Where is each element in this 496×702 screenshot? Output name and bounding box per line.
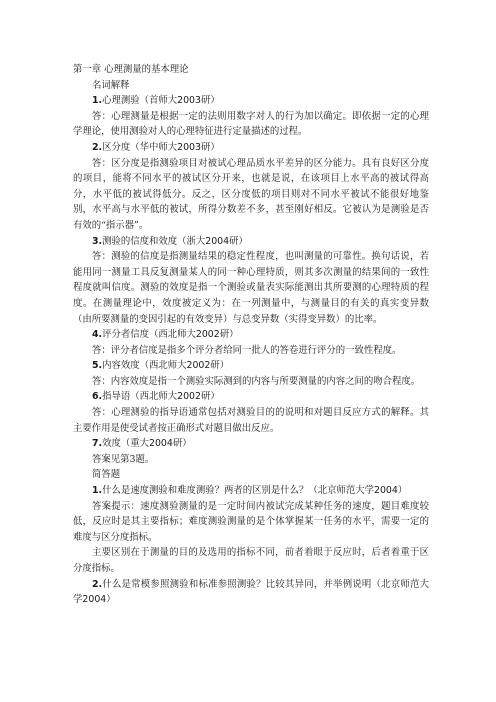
term-heading <box>73 358 429 374</box>
term-title: 内容效度（西北师大 <box>102 360 187 372</box>
term-title: 测验的信度和效度（浙大 <box>102 235 206 247</box>
section-heading-short-answer: 简答题 <box>92 469 121 481</box>
question-heading <box>73 483 429 499</box>
question-text: 什么是速度测验和难度测验？两者的区别是什么？（北京师范大学 <box>102 485 374 497</box>
question-heading <box>73 577 429 608</box>
question-answer-extra: 主要区别在于测量的目的及选用的指标不同，前者着眼于反应时，后者着重于区分度指标。 <box>73 547 429 574</box>
term-number: 1. <box>92 95 103 107</box>
term-year: 2002 <box>195 329 220 341</box>
term-suffix: 研） <box>172 438 192 450</box>
term-answer: 答案见第3题。 <box>92 453 155 465</box>
term-suffix: 研） <box>200 141 220 153</box>
term-number: 2. <box>92 141 103 153</box>
term-title: 区分度（华中师大 <box>102 141 178 153</box>
term-year: 2002 <box>177 391 201 403</box>
term-answer: 答：区分度是指测验项目对被试心理品质水平差异的区分能力。具有良好区分度的项目，能将不同水平的被试区分开来，也就是说，在该项目上水平高的被试得高分，水平低的被试得低分。反之，区分度低的项目则对不同水平被试不能很好地鉴别，水平高与水平低的被试，所得分数差不多，甚至刚好相反。它被认为是测验是否有效的“指示器”。 <box>73 157 429 231</box>
term-title: 评分者信度（西北师大 <box>102 329 196 341</box>
term-answer: 答：心理测量是根据一定的法则用数字对人的行为加以确定。即依据一定的心理学理论，使用测验对人的心理特征进行定量描述的过程。 <box>73 110 429 138</box>
term-suffix: 研） <box>200 95 220 107</box>
question-answer: 答案提示：速度测验测量的是一定时间内被试完成某种任务的速度，题目难度较低，反应时是其主要指标；难度测验测量的是个体掌握某一任务的水平，需要一定的难度与区分度指标。 <box>73 500 429 543</box>
term-answer: 答：内容效度是指一个测验实际测到的内容与所要测量的内容之间的吻合程度。 <box>92 375 421 387</box>
term-number: 5. <box>92 360 103 372</box>
term-heading <box>73 327 429 343</box>
term-number: 7. <box>92 438 103 450</box>
term-year: 2002 <box>186 360 211 372</box>
term-number: 6. <box>92 391 103 403</box>
term-title: 心理测验（首师大 <box>102 95 178 107</box>
term-year: 2004 <box>205 235 230 247</box>
term-number: 3. <box>92 235 103 247</box>
term-suffix: 研） <box>219 329 239 341</box>
term-heading <box>73 389 429 405</box>
term-year: 2004 <box>148 438 173 450</box>
term-suffix: 研） <box>229 235 248 247</box>
term-heading <box>73 436 429 452</box>
chapter-title: 第一章 心理测量的基本理论 <box>73 64 189 75</box>
term-suffix: 研） <box>200 391 220 403</box>
question-year: 2004 <box>82 594 107 606</box>
question-suffix: ） <box>106 594 116 606</box>
term-answer: 答：测验的信度是指测量结果的稳定性程度，也叫测量的可靠性。换句话说，若能用同一测量工具反复测量某人的同一种心理特质，则其多次测量的结果间的一致性程度就叫信度。测验的效度是指一个测验或量表实际能测出其所要测的心理特质的程度。在测量理论中，效度被定义为：在一列测量中，与测量目的有关的真实变异数（由所要测量的变因引起的有效变异）与总变异数（实得变异数）的比率。 <box>73 251 429 325</box>
question-text: 什么是常模参照测验和标准参照测验？比较其异同，并举例说明（北京师范大学 <box>73 578 429 606</box>
term-suffix: 研） <box>210 360 230 372</box>
term-heading <box>73 93 429 109</box>
term-number: 4. <box>92 329 103 341</box>
term-title: 指导语（西北师大 <box>102 391 178 403</box>
question-number: 1. <box>92 485 103 497</box>
section-heading-terms: 名词解释 <box>92 79 130 91</box>
term-answer: 答：心理测验的指导语通常包括对测验目的的说明和对题目反应方式的解释。其主要作用是使受试者按正确形式对题目做出反应。 <box>73 407 429 434</box>
term-year: 2003 <box>177 95 201 107</box>
term-title: 效度（重大 <box>102 438 149 450</box>
question-suffix: ） <box>397 485 408 497</box>
term-heading <box>73 234 429 250</box>
document-body <box>73 62 429 608</box>
question-number: 2. <box>92 578 103 590</box>
term-year: 2003 <box>177 141 201 153</box>
question-year: 2004 <box>373 485 398 497</box>
term-heading <box>73 140 429 156</box>
term-answer: 答：评分者信度是指多个评分者给同一批人的答卷进行评分的一致性程度。 <box>92 344 402 356</box>
